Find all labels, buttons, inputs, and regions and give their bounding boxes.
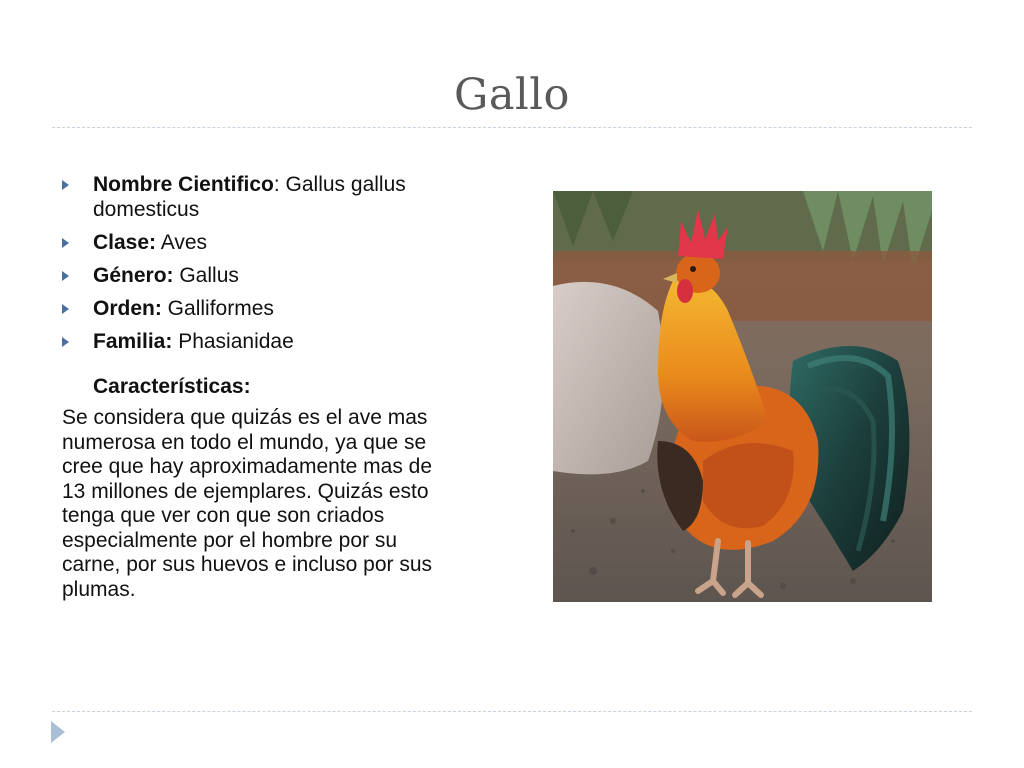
bullet-list	[62, 172, 472, 354]
title-divider	[52, 127, 972, 128]
bullet-value: Phasianidae	[172, 330, 294, 353]
rooster-illustration	[553, 191, 932, 602]
bullet-label: Orden:	[93, 297, 162, 320]
bullet-value: : Gallus gallus domesticus	[93, 173, 406, 221]
bullet-arrow-icon	[62, 304, 69, 314]
bullet-label: Género:	[93, 264, 174, 287]
bullet-label: Familia:	[93, 330, 173, 353]
next-slide-arrow-icon[interactable]	[51, 721, 65, 743]
bullet-arrow-icon	[62, 337, 69, 347]
characteristics-heading: Características:	[93, 375, 251, 398]
content-area	[62, 172, 472, 602]
bullet-order	[62, 296, 472, 321]
bullet-family	[62, 329, 472, 354]
bullet-label: Clase:	[93, 231, 157, 254]
bullet-arrow-icon	[62, 271, 69, 281]
slide-title: Gallo	[454, 70, 570, 120]
bullet-class	[62, 230, 472, 255]
rooster-image	[553, 191, 932, 602]
bullet-arrow-icon	[62, 238, 69, 248]
footer-divider	[52, 711, 972, 712]
bullet-scientific-name	[62, 172, 472, 222]
bullet-value: Galliformes	[161, 297, 274, 320]
bullet-value: Gallus	[173, 264, 239, 287]
bullet-arrow-icon	[62, 180, 69, 190]
characteristics-text: Se considera que quizás es el ave mas numerosa en todo el mundo, ya que se cree que hay aproximadamente mas de 13 millones de ejemplares. Quizás esto tenga que ver con que son criados especialmente por el hombre por su carne, por sus huevos e incluso por sus plumas.	[62, 406, 433, 601]
bullet-genus	[62, 263, 472, 288]
bullet-label: Nombre Cientifico	[93, 173, 274, 196]
bullet-value: Aves	[156, 231, 208, 254]
